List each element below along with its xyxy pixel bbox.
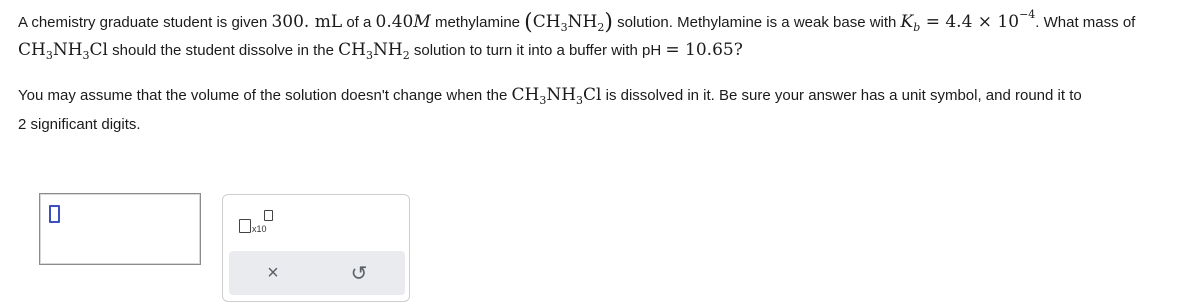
- note-text: 2 significant digits.: [18, 116, 141, 133]
- methylamine-formula: $(CH_3NH_2)$: [524, 10, 613, 35]
- answer-tools-panel: [222, 194, 410, 302]
- base-slot-icon: [239, 219, 251, 233]
- methylammonium-chloride-formula: $CH_3NH_3Cl$: [18, 40, 108, 62]
- close-icon: ×: [267, 261, 279, 284]
- kb-expression: $K_b = 4.4 \times 10^{-4}$: [900, 8, 1036, 34]
- question-line-1: [18, 10, 1135, 35]
- volume-value: 300. mL: [271, 12, 343, 32]
- question-text: solution. Methylamine is a weak base with: [612, 14, 901, 31]
- question-text: A chemistry graduate student is given: [18, 14, 272, 31]
- concentration-value: 0.40M: [375, 12, 431, 32]
- clear-button[interactable]: [243, 251, 303, 295]
- undo-icon: ↺: [350, 262, 368, 285]
- methylammonium-chloride-formula: $CH_3NH_3Cl$: [511, 85, 602, 107]
- exponent-slot-icon: [264, 210, 273, 221]
- question-line-2: [18, 40, 743, 60]
- methylamine-formula: $CH_3NH_2$: [338, 40, 410, 62]
- answer-placeholder-slot[interactable]: [49, 205, 60, 223]
- x10-label: x10: [252, 224, 267, 234]
- question-text: of a: [342, 14, 376, 31]
- note-text: You may assume that the volume of the solution doesn't change when the: [18, 87, 512, 104]
- action-bar: [229, 251, 405, 295]
- note-line-1: [18, 85, 1082, 105]
- question-text: should the student dissolve in the: [108, 42, 339, 59]
- question-text: solution to turn it into a buffer with pH: [409, 42, 666, 59]
- note-text: is dissolved in it. Be sure your answer has a unit symbol, and round it to: [601, 87, 1082, 104]
- ph-value: = 10.65?: [665, 40, 743, 60]
- reset-button[interactable]: [329, 251, 389, 295]
- question-text: methylamine: [430, 14, 525, 31]
- question-text: . What mass of: [1035, 14, 1136, 31]
- scientific-notation-button[interactable]: [239, 210, 279, 236]
- note-line-2: [18, 116, 141, 133]
- answer-input[interactable]: [39, 193, 201, 265]
